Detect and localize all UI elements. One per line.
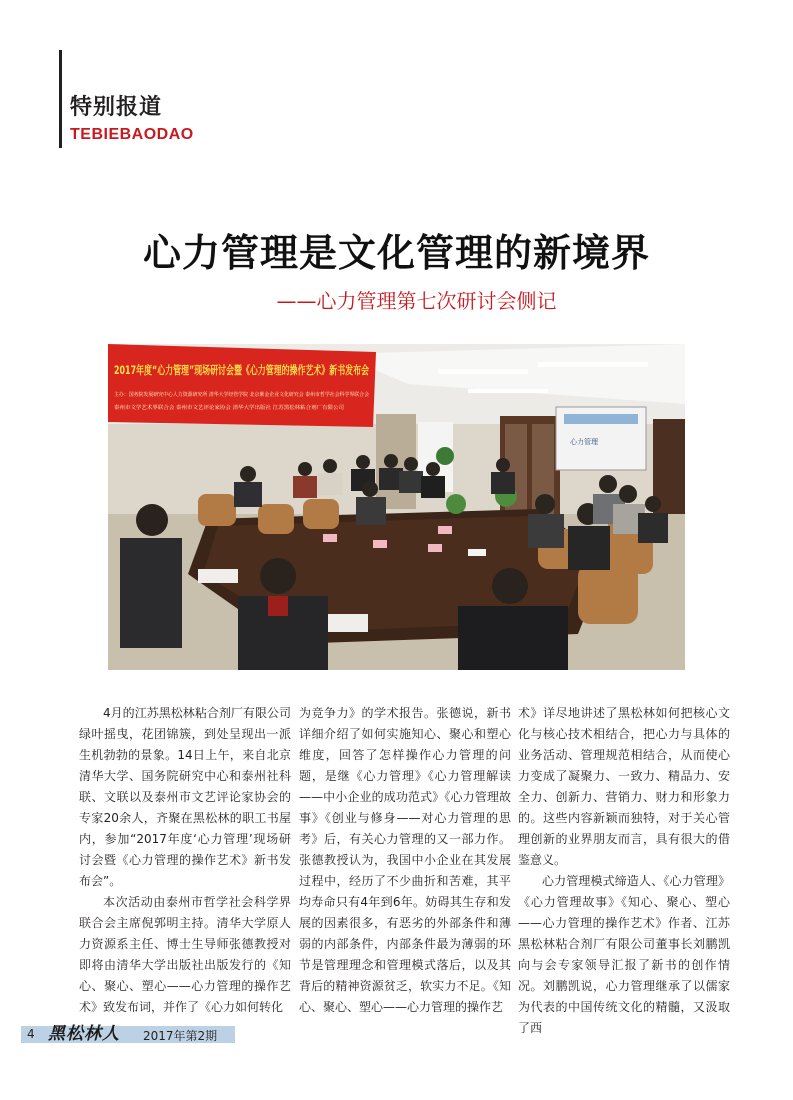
section-rule	[59, 50, 62, 148]
paragraph: 心力管理模式缔造人、《心力管理》《心力管理故事》《知心、聚心、塑心——心力管理的操作艺术》作者、江苏黑松林粘合剂厂有限公司董事长刘鹏凯向与会专家领导汇报了新书的创作情况。刘鹏凯说，心力管理继承了以儒家为代表的中国传统文化的精髓，又汲取了西	[518, 874, 730, 1035]
article-title: 心力管理是文化管理的新境界	[142, 230, 650, 275]
banner-organizers-line2: 泰州市文学艺术界联合会 泰州市文艺评论家协会 清华大学出版社 江苏黑松林粘合剂厂有限公司	[114, 405, 324, 411]
article-subtitle: ——心力管理第七次研讨会侧记	[276, 289, 557, 313]
text-column-2	[299, 703, 511, 1018]
page-number: 4	[27, 1027, 35, 1041]
section-label: 特别报道	[70, 95, 163, 120]
banner-title: 2017年度“心力管理”现场研讨会暨《心力管理的操作艺术》新书发布会	[114, 363, 370, 377]
paragraph: 术》详尽地讲述了黑松林如何把核心文化与核心技术相结合，把心力与具体的业务活动、管理规范相结合，从而使心力变成了凝聚力、一致力、精品力、安全力、创新力、营销力、财力和形象力的。这些内容新颖而独特，对于关心管理创新的业界朋友而言，具有很大的借鉴意义。	[518, 706, 730, 867]
event-photo	[108, 344, 685, 670]
paragraph: 4月的江苏黑松林粘合剂厂有限公司绿叶摇曳，花团锦簇，到处呈现出一派生机勃勃的景象。14日上午，来自北京清华大学、国务院研究中心和泰州社科联、文联以及泰州市文艺评论家协会的专家20余人，齐聚在黑松林的职工书屋内，参加“2017年度‘心力管理’现场研讨会暨《心力管理的操作艺术》新书发布会”。	[79, 706, 291, 888]
section-label-pinyin: TEBIEBAODAO	[70, 126, 194, 143]
projector-screen-text: 心力管理	[570, 438, 598, 446]
paragraph: 本次活动由泰州市哲学社会科学界联合会主席倪郭明主持。清华大学原人力资源系主任、博士生导师张德教授对即将由清华大学出版社出版发行的《知心、聚心、塑心——心力管理的操作艺术》致发布词，并作了《心力如何转化	[79, 895, 291, 1014]
issue-label: 2017年第2期	[143, 1029, 218, 1043]
text-column-3	[518, 703, 730, 1039]
paragraph: 为竞争力》的学术报告。张德说，新书详细介绍了如何实施知心、聚心和塑心维度，回答了怎样操作心力管理的问题，是继《心力管理》《心力管理解读——中小企业的成功范式》《心力管理故事》《创业与修身——对心力管理的思考》后，有关心力管理的又一部力作。张德教授认为，我国中小企业在其发展过程中，经历了不少曲折和苦难，其平均寿命只有4年到6年。妨碍其生存和发展的因素很多，有恶劣的外部条件和薄弱的内部条件，内部条件最为薄弱的环节是管理理念和管理模式落后，以及其背后的精神资源贫乏，软实力不足。《知心、聚心、塑心——心力管理的操作艺	[299, 706, 511, 1014]
banner-organizers-line1: 主办：国务院发展研究中心人力资源研究所 清华大学经管学院 北京紫金企业文化研究会 泰州市哲学社会科学界联合会	[114, 392, 374, 398]
magazine-logo: 黑松林人	[48, 1024, 120, 1044]
event-banner	[108, 344, 376, 427]
text-column-1	[79, 703, 291, 1018]
